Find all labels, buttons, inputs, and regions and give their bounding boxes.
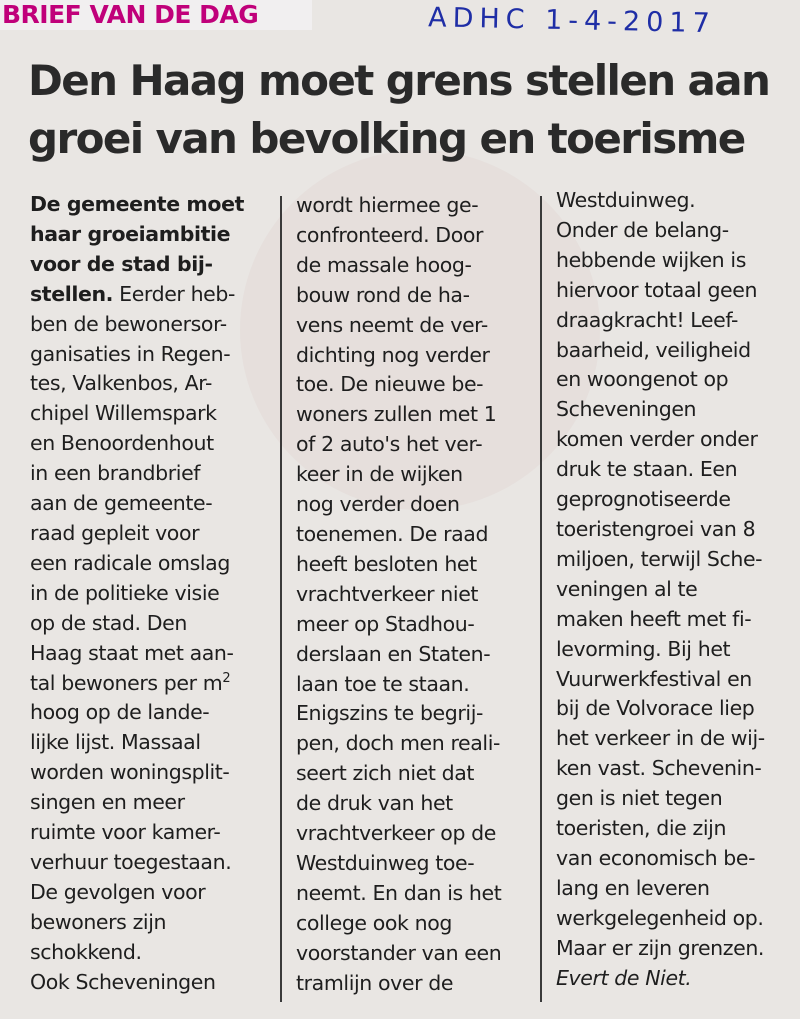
text-line: werkgelegenheid op. [556,905,764,930]
text-line: de druk van het [296,791,453,816]
text-line: meer op Stadhou- [296,611,475,636]
text-line: maken heeft met fi- [556,606,752,631]
text-line: haar groeiambitie [30,221,231,246]
text-line: voor de stad bij- [30,251,213,276]
text-line: bouw rond de ha- [296,282,470,307]
text-line: chipel Willemspark [30,401,217,426]
text-line: heeft besloten het [296,551,477,576]
text-line: vens neemt de ver- [296,312,488,337]
text-line: toeristen, die zijn [556,816,727,841]
text-line: verhuur toegestaan. [30,849,232,874]
text-line: schokkend. [30,939,142,964]
text-line: Enigszins te begrij- [296,701,484,726]
text-line: toeristengroei van 8 [556,516,756,541]
text-line: Maar er zijn grenzen. [556,935,765,960]
text-line: een radicale omslag [30,550,230,575]
text-line: en woongenot op [556,367,729,392]
text-line: druk te staan. Een [556,457,738,482]
headline-line-2: groei van bevolking en toerisme [28,114,745,163]
text-line: vrachtverkeer op de [296,821,497,846]
text-line: toe. De nieuwe be- [296,372,484,397]
text-line: en Benoordenhout [30,431,214,456]
text-line: ruimte voor kamer- [30,820,221,845]
text-line: de massale hoog- [296,252,472,277]
rubric-label: BRIEF VAN DE DAG [0,0,312,30]
text-line: dichting nog verder [296,342,490,367]
text-line: laan toe te staan. [296,671,470,696]
text-line: woners zullen met 1 [296,402,497,427]
text-line: worden woningsplit- [30,760,230,785]
text-line: Vuurwerkfestival en [556,666,752,691]
text-line: ganisaties in Regen- [30,341,231,366]
article-column-1 [30,190,280,997]
text-line: Westduinweg. [556,188,696,212]
text-line: aan de gemeente- [30,491,213,516]
text-line: De gemeente moet [30,192,244,216]
article-column-2 [296,191,546,998]
text-line: wordt hiermee ge- [296,193,479,217]
text-line: of 2 auto's het ver- [296,432,483,457]
headline-line-1: Den Haag moet grens stellen aan [28,56,770,105]
handwritten-date-note: ADHC 1-4-2017 [427,2,716,40]
text-line: op de stad. Den [30,610,187,635]
text-line: neemt. En dan is het [296,880,502,905]
text-line [30,280,280,310]
text-line [30,669,280,699]
text-line: Westduinweg toe- [296,850,475,875]
text-line: toenemen. De raad [296,521,489,546]
text-line: bij de Volvorace liep [556,696,755,721]
text-line: Ook Scheveningen [30,969,216,994]
text-line: hebbende wijken is [556,247,746,272]
headline [28,52,788,168]
text-line: in de politieke visie [30,580,220,605]
text-line: derslaan en Staten- [296,641,491,666]
text-line: veningen al te [556,576,698,601]
text-line: pen, doch men reali- [296,731,501,756]
text-line: bewoners zijn [30,909,167,934]
text-line: miljoen, terwijl Sche- [556,546,763,571]
text-line: het verkeer in de wij- [556,726,765,751]
text-line: confronteerd. Door [296,222,484,247]
article-column-3 [556,186,800,993]
text-line: raad gepleit voor [30,520,200,545]
author-signature: Evert de Niet. [556,965,692,990]
text-line: lang en leveren [556,875,710,900]
column-divider-1 [280,196,282,1002]
text-line: tes, Valkenbos, Ar- [30,371,213,396]
text-line: hiervoor totaal geen [556,277,758,302]
text-line: seert zich niet dat [296,761,474,786]
text-fragment: tal bewoners per m [30,670,223,695]
text-line: baarheid, veiligheid [556,337,751,362]
text-line: voorstander van een [296,940,502,965]
body-start: Eerder heb- [113,281,235,306]
text-line: De gevolgen voor [30,879,206,904]
lead-end: stellen. [30,281,114,306]
text-line: komen verder onder [556,427,758,452]
text-line: tramlijn over de [296,970,454,995]
text-line: van economisch be- [556,845,756,870]
text-line: lijke lijst. Massaal [30,730,201,755]
text-line: draagkracht! Leef- [556,307,739,332]
text-line: geprognotiseerde [556,487,731,512]
text-line: college ook nog [296,910,452,935]
text-line: in een brandbrief [30,461,201,486]
text-line: hoog op de lande- [30,700,210,725]
text-line: vrachtverkeer niet [296,581,479,606]
text-line: levorming. Bij het [556,636,731,661]
text-line: keer in de wijken [296,462,463,487]
text-line: ken vast. Schevenin- [556,756,762,781]
text-line: nog verder doen [296,492,460,517]
text-line: ben de bewonersor- [30,311,227,336]
text-line: Onder de belang- [556,217,729,242]
superscript: 2 [222,670,231,686]
text-line: singen en meer [30,790,185,815]
text-line: Scheveningen [556,397,697,422]
text-line: gen is niet tegen [556,786,723,811]
text-line: Haag staat met aan- [30,640,234,665]
